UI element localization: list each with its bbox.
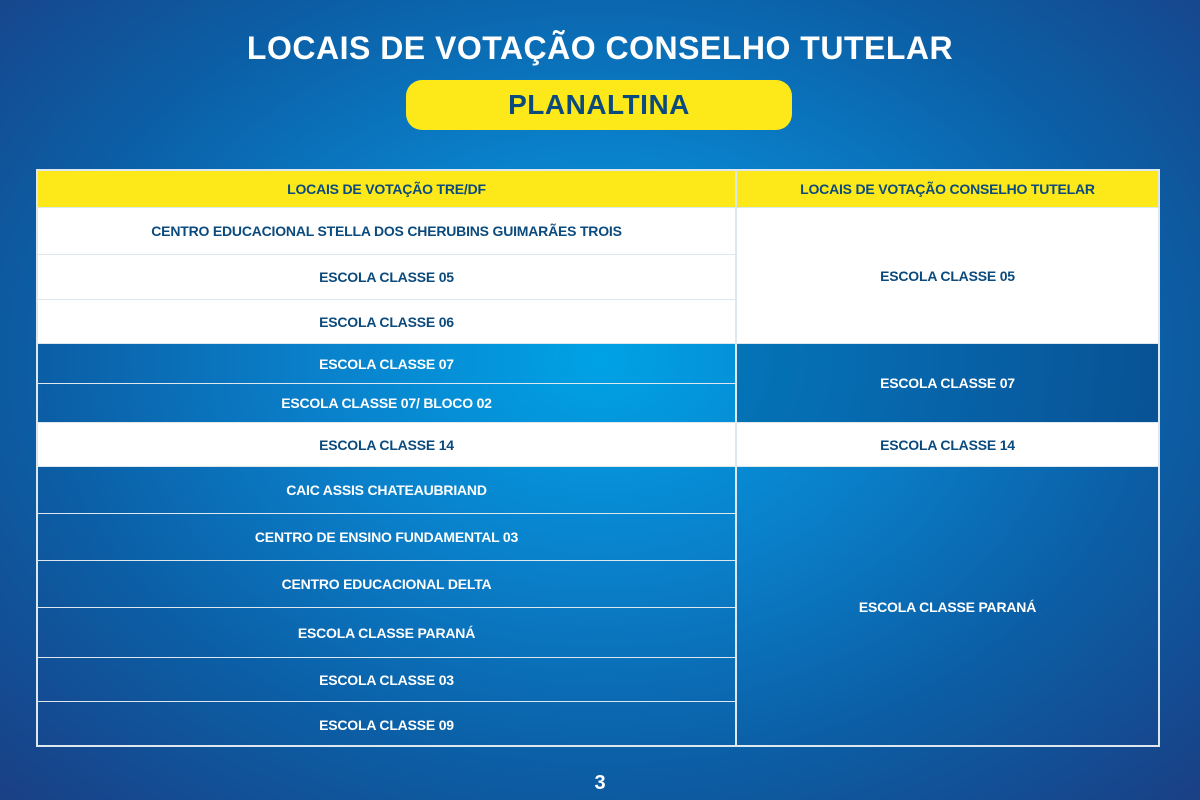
table-row-tre: ESCOLA CLASSE 03 — [38, 658, 737, 702]
table-cell-conselho: ESCOLA CLASSE 07 — [737, 344, 1158, 423]
table-cell-conselho: ESCOLA CLASSE 05 — [737, 208, 1158, 344]
voting-locations-table — [36, 169, 1160, 747]
table-row-tre: CENTRO EDUCACIONAL DELTA — [38, 561, 737, 608]
table-row-tre: CAIC ASSIS CHATEAUBRIAND — [38, 467, 737, 514]
page-number: 3 — [594, 772, 606, 794]
region-badge: PLANALTINA — [406, 80, 792, 130]
column-header-tre: LOCAIS DE VOTAÇÃO TRE/DF — [38, 171, 737, 208]
table-cell-conselho: ESCOLA CLASSE 14 — [737, 423, 1158, 467]
table-row-tre: ESCOLA CLASSE 06 — [38, 300, 737, 344]
table-row-tre: ESCOLA CLASSE PARANÁ — [38, 608, 737, 658]
table-cell-conselho: ESCOLA CLASSE PARANÁ — [858, 599, 1037, 615]
table-row-tre: ESCOLA CLASSE 09 — [38, 702, 737, 747]
table-row-tre: CENTRO EDUCACIONAL STELLA DOS CHERUBINS GUIMARÃES TROIS — [38, 208, 737, 255]
table-row-tre: CENTRO DE ENSINO FUNDAMENTAL 03 — [38, 514, 737, 561]
table-row-tre: ESCOLA CLASSE 05 — [38, 255, 737, 300]
table-row-tre: ESCOLA CLASSE 07/ BLOCO 02 — [38, 384, 737, 423]
page-title: LOCAIS DE VOTAÇÃO CONSELHO TUTELAR — [246, 30, 954, 66]
column-header-conselho: LOCAIS DE VOTAÇÃO CONSELHO TUTELAR — [737, 171, 1158, 208]
table-row-tre: ESCOLA CLASSE 14 — [38, 423, 737, 467]
table-row-tre: ESCOLA CLASSE 07 — [38, 344, 737, 384]
